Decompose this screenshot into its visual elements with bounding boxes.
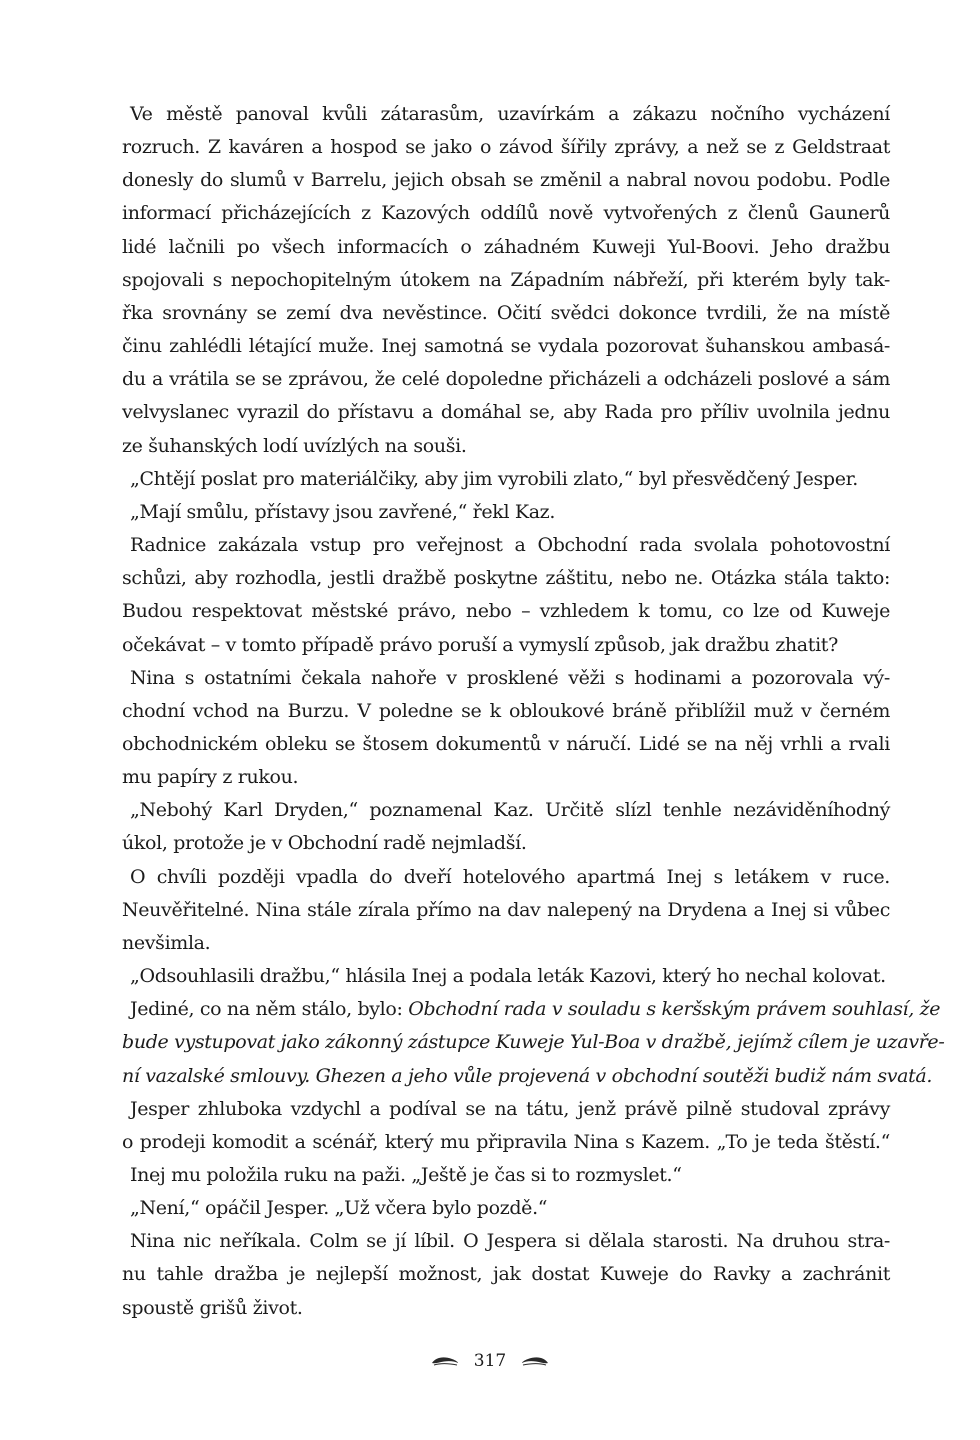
text-line <box>122 529 890 562</box>
text-line-roman: informací přicházejících z Kazových oddílů nově vytvořených z členů Gaunerů <box>122 202 890 225</box>
text-line <box>122 231 890 264</box>
text-line-roman: spojovali s nepochopitelným útokem na Západním nábřeží, při kterém byly tak- <box>122 268 890 291</box>
text-line <box>122 1258 890 1291</box>
text-line <box>122 894 890 927</box>
text-line-roman: Radnice zakázala vstup pro veřejnost a Obchodní rada svolala pohotovostní <box>130 534 890 557</box>
text-line <box>122 629 890 662</box>
text-line-roman: lidé lačnili po všech informacích o záhadném Kuweji Yul-Boovi. Jeho dražbu <box>122 235 890 258</box>
text-line <box>122 496 890 529</box>
text-line-roman: nu tahle dražba je nejlepší možnost, jak dostat Kuweje do Ravky a zachránit <box>122 1263 890 1286</box>
text-line-roman: ze šuhanských lodí uvízlých na souši. <box>122 434 467 457</box>
text-line-roman: O chvíli později vpadla do dveří hotelového apartmá Inej s letákem v ruce. <box>130 865 890 888</box>
text-line-roman: „Není,“ opáčil Jesper. „Už včera bylo pozdě.“ <box>130 1197 548 1220</box>
text-line <box>122 1126 890 1159</box>
text-line <box>122 1292 890 1325</box>
text-line-roman: Nina s ostatními čekala nahoře v prosklené věži s hodinami a pozorovala vý- <box>130 666 890 689</box>
text-line <box>122 363 890 396</box>
text-line <box>122 927 890 960</box>
text-line <box>122 861 890 894</box>
text-line-roman: řka srovnány se zemí dva nevěstince. Očití svědci dokonce tvrdili, že na místě <box>122 301 890 324</box>
body-text <box>122 98 945 1325</box>
text-line <box>122 131 890 164</box>
text-line-roman: „Odsouhlasili dražbu,“ hlásila Inej a podala leták Kazovi, který ho nechal kolovat. <box>130 965 886 988</box>
swash-left-ornament-icon <box>430 1354 460 1368</box>
text-line-italic: Obchodní rada v souladu s keršským právem souhlasí, že <box>408 998 941 1021</box>
text-line-roman: Inej mu položila ruku na paži. „Ještě je čas si to rozmyslet.“ <box>130 1164 682 1186</box>
text-line <box>122 960 890 993</box>
text-line <box>122 197 890 230</box>
text-line-roman: velvyslanec vyrazil do přístavu a domáhal se, aby Rada pro příliv uvolnila jednu <box>122 401 890 424</box>
text-line <box>122 297 890 330</box>
text-line <box>122 595 890 628</box>
text-line <box>122 396 890 429</box>
text-line-roman: chodní vchod na Burzu. V poledne se k obloukové bráně přiblížil muž v černém <box>122 699 890 722</box>
text-line <box>122 761 890 794</box>
page-footer <box>0 1350 980 1371</box>
text-line <box>122 562 890 595</box>
text-line <box>122 1159 890 1192</box>
text-line-roman: Ve městě panoval kvůli zátarasům, uzavírkám a zákazu nočního vycházení <box>130 103 890 125</box>
text-line <box>122 1093 890 1126</box>
text-line <box>122 695 890 728</box>
text-line <box>122 264 890 297</box>
text-line <box>122 662 890 695</box>
text-line-roman: spoustě grišů život. <box>122 1296 303 1319</box>
text-line <box>122 728 890 761</box>
text-line-roman: Jesper zhluboka vzdychl a podíval se na tátu, jenž právě pilně studoval zprávy <box>130 1097 890 1120</box>
text-line-roman: rozruch. Z kaváren a hospod se jako o závod šířily zprávy, a než se z Geldstraat <box>122 136 890 159</box>
text-line-roman: nevšimla. <box>122 931 211 954</box>
text-line-roman: du a vrátila se se zprávou, že celé dopoledne přicházeli a odcházeli poslové a sám <box>122 368 890 391</box>
text-line <box>122 993 941 1026</box>
text-line-roman: „Chtějí poslat pro materiálčiky, aby jim vyrobili zlato,“ byl přesvědčený Jesper. <box>130 467 858 490</box>
text-line-roman: mu papíry z rukou. <box>122 766 299 789</box>
text-line <box>122 98 890 131</box>
text-line-roman: Neuvěřitelné. Nina stále zírala přímo na dav nalepený na Drydena a Inej si vůbec <box>122 898 890 921</box>
text-line-italic: ní vazalské smlouvy. Ghezen a jeho vůle projevená v obchodní soutěži budiž nám svatá. <box>122 1064 933 1087</box>
text-line <box>122 1225 890 1258</box>
text-line <box>122 164 890 197</box>
swash-right-ornament-icon <box>520 1354 550 1368</box>
text-line-roman: donesly do slumů v Barrelu, jejich obsah se změnil a nabral novou podobu. Podle <box>122 169 890 192</box>
text-line-roman: schůzi, aby rozhodla, jestli dražbě poskytne záštitu, nebo ne. Otázka stála takto: <box>122 567 890 590</box>
text-line <box>122 330 890 363</box>
page-number: 317 <box>473 1350 507 1371</box>
text-line-roman: Nina nic neříkala. Colm se jí líbil. O Jespera si dělala starosti. Na druhou stra- <box>130 1230 890 1253</box>
text-line <box>122 827 890 860</box>
text-line-roman: Budou respektovat městské právo, nebo – vzhledem k tomu, co lze od Kuweje <box>122 600 890 623</box>
text-line-italic: bude vystupovat jako zákonný zástupce Kuweje Yul-Boa v dražbě, jejímž cílem je uzavře- <box>122 1031 945 1054</box>
text-line <box>122 1060 933 1093</box>
text-line <box>122 430 890 463</box>
text-line-roman: o prodeji komodit a scénář, který mu připravila Nina s Kazem. „To je teda štěstí.“ <box>122 1130 890 1153</box>
text-line-roman: „Nebohý Karl Dryden,“ poznamenal Kaz. Určitě slízl tenhle nezáviděníhodný <box>130 799 890 822</box>
text-line-roman: činu zahlédli létající muže. Inej samotná se vydala pozorovat šuhanskou ambasá- <box>122 335 890 358</box>
text-line-roman: Jediné, co na něm stálo, bylo: <box>130 998 409 1021</box>
text-line-roman: úkol, protože je v Obchodní radě nejmladší. <box>122 832 527 855</box>
text-line-roman: obchodnickém obleku se štosem dokumentů v náručí. Lidé se na něj vrhli a rvali <box>122 732 890 755</box>
text-line <box>122 1192 890 1225</box>
text-line <box>122 1026 945 1059</box>
text-line <box>122 794 890 827</box>
text-line <box>122 463 890 496</box>
text-line-roman: očekávat – v tomto případě právo poruší a vymyslí způsob, jak dražbu zhatit? <box>122 633 838 656</box>
text-line-roman: „Mají smůlu, přístavy jsou zavřené,“ řekl Kaz. <box>130 500 556 523</box>
